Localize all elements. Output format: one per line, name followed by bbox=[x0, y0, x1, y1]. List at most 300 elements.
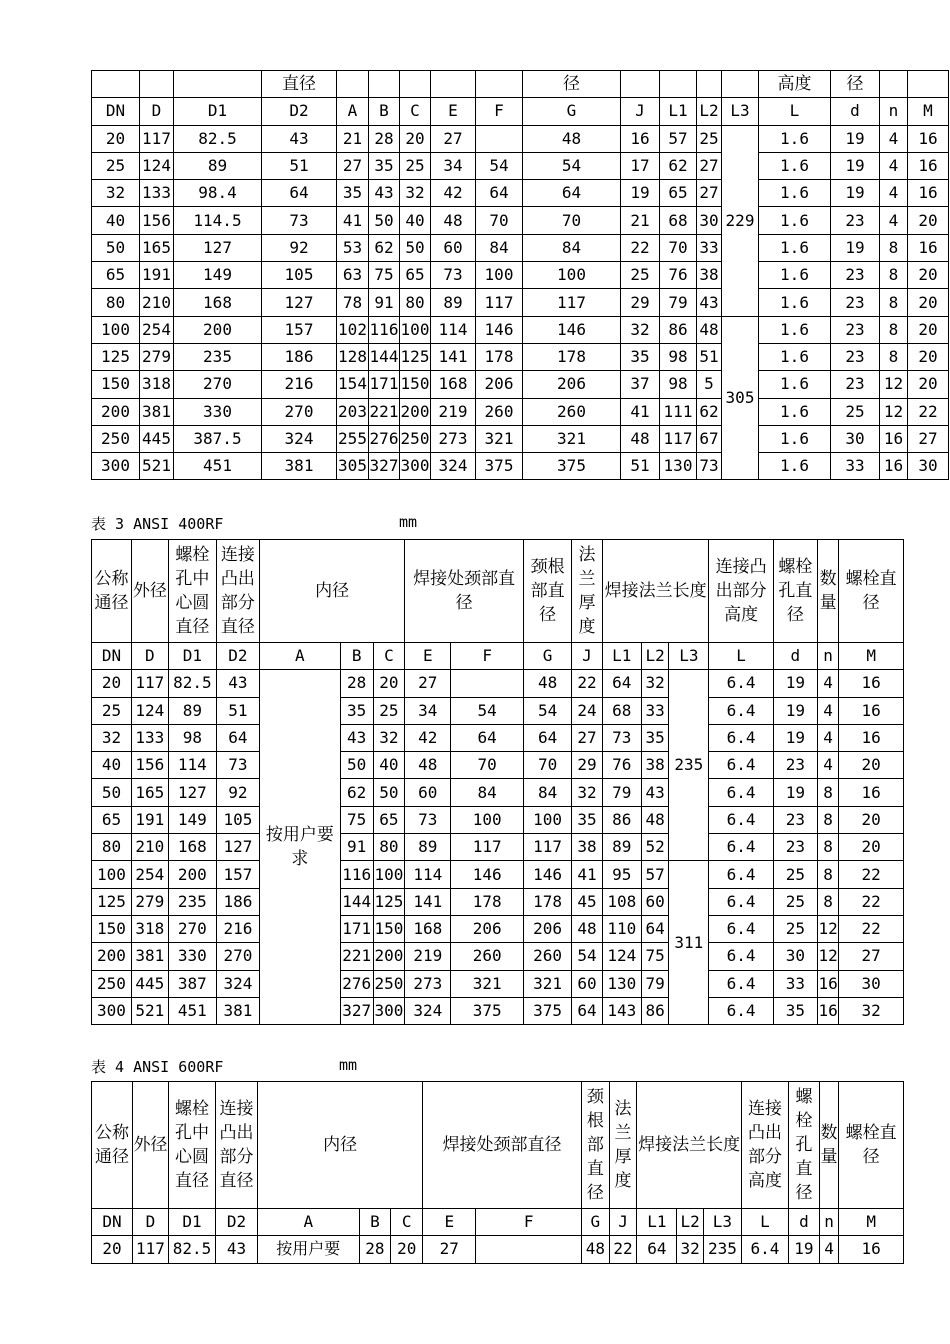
table-cell: 318 bbox=[140, 371, 174, 398]
column-header: 高度 bbox=[759, 71, 831, 98]
table3-title: 表 3 ANSI 400RF bbox=[91, 515, 224, 533]
table-cell: 54 bbox=[572, 943, 603, 970]
table-cell: 51 bbox=[262, 152, 337, 179]
table-cell: 35 bbox=[572, 806, 603, 833]
column-symbol: L2 bbox=[641, 643, 669, 670]
table-cell: 30 bbox=[839, 970, 904, 997]
table-cell: 127 bbox=[174, 234, 262, 261]
table-cell: 12 bbox=[880, 398, 908, 425]
table-cell: 168 bbox=[405, 915, 451, 942]
table-cell: 16 bbox=[880, 453, 908, 480]
table-cell: 25 bbox=[621, 262, 660, 289]
table-cell: 27 bbox=[697, 180, 722, 207]
table-cell: 73 bbox=[431, 262, 476, 289]
table-cell: 186 bbox=[216, 888, 259, 915]
table-cell: 89 bbox=[174, 152, 262, 179]
table-cell: 73 bbox=[262, 207, 337, 234]
table-cell: 1.6 bbox=[759, 343, 831, 370]
table-cell: 146 bbox=[451, 861, 524, 888]
column-symbol: A bbox=[259, 643, 340, 670]
table-cell: 54 bbox=[476, 152, 523, 179]
table-cell: 260 bbox=[523, 398, 621, 425]
table-cell: 451 bbox=[168, 997, 216, 1024]
table-cell: 318 bbox=[131, 915, 168, 942]
column-symbol: D bbox=[133, 1209, 169, 1236]
table-cell: 1.6 bbox=[759, 289, 831, 316]
table-row bbox=[92, 207, 949, 234]
table-cell: 25 bbox=[373, 697, 405, 724]
table-cell: 157 bbox=[216, 861, 259, 888]
table-cell: 1.6 bbox=[759, 425, 831, 452]
table-cell: 91 bbox=[340, 834, 373, 861]
table-cell: 100 bbox=[451, 806, 524, 833]
table-cell: 330 bbox=[168, 943, 216, 970]
column-symbol: D2 bbox=[262, 98, 337, 125]
table-cell: 19 bbox=[773, 697, 817, 724]
table-cell: 22 bbox=[839, 861, 904, 888]
table-cell: 110 bbox=[602, 915, 641, 942]
table-cell: 105 bbox=[262, 262, 337, 289]
table-cell: 51 bbox=[697, 343, 722, 370]
table-cell: 100 bbox=[373, 861, 405, 888]
table-cell: 250 bbox=[400, 425, 431, 452]
table-cell: 254 bbox=[140, 316, 174, 343]
table-cell: 70 bbox=[660, 234, 697, 261]
column-header: 内径 bbox=[258, 1082, 423, 1209]
ansi-600rf-table bbox=[91, 1081, 904, 1264]
table-cell: 327 bbox=[340, 997, 373, 1024]
table-cell: 50 bbox=[92, 779, 132, 806]
l3-group-cell: 235 bbox=[669, 670, 709, 861]
column-header: 外径 bbox=[133, 1082, 169, 1209]
table-cell: 8 bbox=[880, 262, 908, 289]
column-symbol: F bbox=[476, 1209, 582, 1236]
table-cell: 64 bbox=[451, 724, 524, 751]
table-cell: 125 bbox=[92, 343, 140, 370]
table-cell: 270 bbox=[262, 398, 337, 425]
column-symbol: L bbox=[759, 98, 831, 125]
column-symbol: A bbox=[258, 1209, 359, 1236]
table-cell: 12 bbox=[880, 371, 908, 398]
table-cell: 64 bbox=[602, 670, 641, 697]
table-cell: 300 bbox=[92, 997, 132, 1024]
table-cell: 255 bbox=[337, 425, 369, 452]
table-cell: 206 bbox=[476, 371, 523, 398]
table-cell: 6.4 bbox=[709, 724, 774, 751]
column-header: 螺栓直径 bbox=[839, 1082, 904, 1209]
column-header: 法兰厚度 bbox=[572, 540, 603, 643]
table-cell: 1.6 bbox=[759, 262, 831, 289]
column-symbol: d bbox=[831, 98, 880, 125]
table-cell: 203 bbox=[337, 398, 369, 425]
column-header bbox=[697, 71, 722, 98]
table-cell: 6.4 bbox=[709, 997, 774, 1024]
table-cell: 381 bbox=[216, 997, 259, 1024]
table-cell: 70 bbox=[523, 207, 621, 234]
table-cell: 260 bbox=[451, 943, 524, 970]
table-cell: 8 bbox=[880, 343, 908, 370]
column-header bbox=[431, 71, 476, 98]
table-cell: 270 bbox=[168, 915, 216, 942]
column-symbol: D1 bbox=[174, 98, 262, 125]
table-cell: 143 bbox=[602, 997, 641, 1024]
table-cell: 32 bbox=[373, 724, 405, 751]
column-header bbox=[369, 71, 400, 98]
table-cell: 28 bbox=[359, 1236, 391, 1263]
column-symbol: n bbox=[817, 643, 839, 670]
table-cell: 146 bbox=[524, 861, 572, 888]
table-cell: 324 bbox=[431, 453, 476, 480]
table-cell: 127 bbox=[216, 834, 259, 861]
table-row bbox=[92, 943, 904, 970]
table-cell: 6.4 bbox=[709, 943, 774, 970]
column-symbol: G bbox=[523, 98, 621, 125]
table-cell: 64 bbox=[523, 180, 621, 207]
table-cell: 125 bbox=[400, 343, 431, 370]
table-cell: 149 bbox=[168, 806, 216, 833]
table-cell: 24 bbox=[572, 697, 603, 724]
table-cell: 1.6 bbox=[759, 234, 831, 261]
table-cell: 146 bbox=[476, 316, 523, 343]
table-cell: 48 bbox=[431, 207, 476, 234]
table-cell: 6.4 bbox=[709, 970, 774, 997]
table-cell: 41 bbox=[572, 861, 603, 888]
table-cell: 20 bbox=[400, 125, 431, 152]
table-cell: 4 bbox=[880, 125, 908, 152]
table-cell: 54 bbox=[523, 152, 621, 179]
table-cell: 200 bbox=[92, 943, 132, 970]
table-cell: 54 bbox=[451, 697, 524, 724]
table-cell: 300 bbox=[92, 453, 140, 480]
table-cell: 4 bbox=[817, 670, 839, 697]
table-cell: 42 bbox=[431, 180, 476, 207]
table-cell: 22 bbox=[839, 888, 904, 915]
table-cell: 20 bbox=[908, 289, 949, 316]
column-header: 螺栓直径 bbox=[839, 540, 904, 643]
table-cell: 102 bbox=[337, 316, 369, 343]
table-cell: 30 bbox=[697, 207, 722, 234]
table-cell: 100 bbox=[523, 262, 621, 289]
table-header-row bbox=[92, 540, 904, 643]
table-row bbox=[92, 806, 904, 833]
table-cell: 79 bbox=[641, 970, 669, 997]
table-cell: 23 bbox=[831, 289, 880, 316]
table-cell: 98 bbox=[168, 724, 216, 751]
table-cell: 321 bbox=[451, 970, 524, 997]
table-cell: 250 bbox=[92, 970, 132, 997]
table-cell: 92 bbox=[262, 234, 337, 261]
table-cell: 20 bbox=[908, 371, 949, 398]
table-cell: 300 bbox=[400, 453, 431, 480]
table-cell: 133 bbox=[140, 180, 174, 207]
column-symbol: n bbox=[819, 1209, 838, 1236]
column-symbol: M bbox=[839, 643, 904, 670]
table-cell: 156 bbox=[140, 207, 174, 234]
table-cell: 387 bbox=[168, 970, 216, 997]
table-cell: 48 bbox=[621, 425, 660, 452]
table-cell: 73 bbox=[602, 724, 641, 751]
table-cell: 82.5 bbox=[168, 1236, 215, 1263]
table-cell: 6.4 bbox=[709, 861, 774, 888]
column-header: 连接凸出部分直径 bbox=[216, 1082, 258, 1209]
table-row bbox=[92, 125, 949, 152]
table-cell: 33 bbox=[641, 697, 669, 724]
table-cell: 19 bbox=[789, 1236, 820, 1263]
table-cell: 4 bbox=[880, 207, 908, 234]
table-cell: 65 bbox=[660, 180, 697, 207]
column-header: 外径 bbox=[131, 540, 168, 643]
column-header: 径 bbox=[831, 71, 880, 98]
table-cell: 32 bbox=[641, 670, 669, 697]
table4-title: 表 4 ANSI 600RF bbox=[91, 1058, 224, 1076]
table-cell: 48 bbox=[572, 915, 603, 942]
column-header: 螺栓孔直径 bbox=[789, 1082, 820, 1209]
column-header: 连接凸出部分直径 bbox=[216, 540, 259, 643]
table-cell: 64 bbox=[637, 1236, 677, 1263]
table-cell: 157 bbox=[262, 316, 337, 343]
table-cell: 270 bbox=[216, 943, 259, 970]
table-cell: 150 bbox=[400, 371, 431, 398]
table-cell: 141 bbox=[431, 343, 476, 370]
column-symbol: d bbox=[789, 1209, 820, 1236]
column-header: 连接凸出部分高度 bbox=[709, 540, 774, 643]
table-cell: 5 bbox=[697, 371, 722, 398]
table-cell: 57 bbox=[641, 861, 669, 888]
table-row bbox=[92, 180, 949, 207]
column-symbol: L2 bbox=[697, 98, 722, 125]
table-cell: 84 bbox=[524, 779, 572, 806]
table-cell: 100 bbox=[400, 316, 431, 343]
table-cell: 165 bbox=[131, 779, 168, 806]
column-symbol: L bbox=[709, 643, 774, 670]
table-cell: 144 bbox=[340, 888, 373, 915]
table-cell: 84 bbox=[476, 234, 523, 261]
table-cell: 23 bbox=[831, 262, 880, 289]
table-cell: 98 bbox=[660, 371, 697, 398]
table-cell: 1.6 bbox=[759, 180, 831, 207]
table-cell: 324 bbox=[405, 997, 451, 1024]
table-cell: 279 bbox=[140, 343, 174, 370]
table-cell: 279 bbox=[131, 888, 168, 915]
table-cell: 65 bbox=[400, 262, 431, 289]
table4-caption bbox=[91, 1056, 358, 1077]
table-cell: 124 bbox=[131, 697, 168, 724]
table-cell: 200 bbox=[400, 398, 431, 425]
table-cell: 168 bbox=[431, 371, 476, 398]
table-cell: 78 bbox=[337, 289, 369, 316]
symbol-row bbox=[92, 643, 904, 670]
table-cell: 8 bbox=[817, 779, 839, 806]
table-cell: 32 bbox=[621, 316, 660, 343]
table-cell: 80 bbox=[92, 289, 140, 316]
table-cell: 98 bbox=[660, 343, 697, 370]
column-symbol: G bbox=[582, 1209, 610, 1236]
table-cell: 28 bbox=[369, 125, 400, 152]
table-cell: 52 bbox=[641, 834, 669, 861]
table-cell: 117 bbox=[660, 425, 697, 452]
column-header: 内径 bbox=[259, 540, 404, 643]
column-header bbox=[92, 71, 140, 98]
table-cell: 73 bbox=[697, 453, 722, 480]
table-cell: 62 bbox=[369, 234, 400, 261]
table-row bbox=[92, 970, 904, 997]
table4-unit: mm bbox=[339, 1056, 358, 1074]
table-cell: 210 bbox=[140, 289, 174, 316]
table-cell: 43 bbox=[340, 724, 373, 751]
table-cell: 60 bbox=[405, 779, 451, 806]
table-cell: 51 bbox=[216, 697, 259, 724]
table-cell: 25 bbox=[400, 152, 431, 179]
table-cell: 45 bbox=[572, 888, 603, 915]
table-cell: 130 bbox=[602, 970, 641, 997]
table-cell: 114 bbox=[405, 861, 451, 888]
table-cell: 178 bbox=[451, 888, 524, 915]
table-cell: 8 bbox=[880, 316, 908, 343]
table-cell: 33 bbox=[697, 234, 722, 261]
table-row bbox=[92, 371, 949, 398]
table-cell: 16 bbox=[839, 724, 904, 751]
table-cell: 33 bbox=[773, 970, 817, 997]
table-cell: 70 bbox=[476, 207, 523, 234]
column-header bbox=[476, 71, 523, 98]
column-symbol: E bbox=[405, 643, 451, 670]
table-cell: 43 bbox=[216, 1236, 258, 1263]
table-cell: 43 bbox=[369, 180, 400, 207]
table-cell: 76 bbox=[660, 262, 697, 289]
table-cell: 16 bbox=[839, 697, 904, 724]
table-cell: 89 bbox=[431, 289, 476, 316]
table-cell: 38 bbox=[572, 834, 603, 861]
table-cell: 260 bbox=[476, 398, 523, 425]
column-symbol: F bbox=[476, 98, 523, 125]
table-cell: 4 bbox=[817, 697, 839, 724]
table-row bbox=[92, 915, 904, 942]
table-row bbox=[92, 316, 949, 343]
table-cell: 22 bbox=[621, 234, 660, 261]
table-cell: 38 bbox=[641, 752, 669, 779]
table-cell: 63 bbox=[337, 262, 369, 289]
table3-caption bbox=[91, 513, 418, 534]
column-header: 径 bbox=[523, 71, 621, 98]
column-header: 连接凸出部分高度 bbox=[741, 1082, 788, 1209]
table-cell: 20 bbox=[92, 125, 140, 152]
table-cell: 20 bbox=[908, 207, 949, 234]
table-cell: 12 bbox=[817, 915, 839, 942]
table-cell: 92 bbox=[216, 779, 259, 806]
column-header: 焊接法兰长度 bbox=[637, 1082, 742, 1209]
column-header bbox=[140, 71, 174, 98]
table-cell: 16 bbox=[839, 1236, 904, 1263]
column-header: 焊接处颈部直径 bbox=[423, 1082, 582, 1209]
table-cell: 200 bbox=[174, 316, 262, 343]
table-cell: 27 bbox=[405, 670, 451, 697]
table-cell: 27 bbox=[423, 1236, 476, 1263]
table-cell: 130 bbox=[660, 453, 697, 480]
table-cell: 171 bbox=[369, 371, 400, 398]
column-header: 颈根部直径 bbox=[582, 1082, 610, 1209]
table-cell: 114 bbox=[168, 752, 216, 779]
table-cell: 35 bbox=[340, 697, 373, 724]
column-header: 颈根部直径 bbox=[524, 540, 572, 643]
table-cell: 125 bbox=[373, 888, 405, 915]
table-cell: 32 bbox=[400, 180, 431, 207]
table-cell: 6.4 bbox=[709, 670, 774, 697]
table-cell: 117 bbox=[451, 834, 524, 861]
table-cell: 324 bbox=[262, 425, 337, 452]
table3-unit: mm bbox=[399, 513, 418, 531]
table-cell: 50 bbox=[92, 234, 140, 261]
table-cell: 191 bbox=[140, 262, 174, 289]
table-cell: 19 bbox=[831, 125, 880, 152]
table-cell: 51 bbox=[621, 453, 660, 480]
table-cell: 22 bbox=[609, 1236, 637, 1263]
table-cell: 300 bbox=[373, 997, 405, 1024]
column-symbol: DN bbox=[92, 643, 132, 670]
table-cell: 100 bbox=[92, 316, 140, 343]
table-cell: 48 bbox=[405, 752, 451, 779]
column-header: 螺栓孔中心圆直径 bbox=[168, 1082, 215, 1209]
l3-group-cell: 305 bbox=[722, 316, 759, 480]
symbol-row bbox=[92, 1209, 904, 1236]
table-cell: 270 bbox=[174, 371, 262, 398]
table-cell: 1.6 bbox=[759, 207, 831, 234]
table-cell: 54 bbox=[524, 697, 572, 724]
table-cell: 178 bbox=[523, 343, 621, 370]
table-cell: 221 bbox=[340, 943, 373, 970]
table-cell: 128 bbox=[337, 343, 369, 370]
column-symbol: M bbox=[908, 98, 949, 125]
column-symbol: n bbox=[880, 98, 908, 125]
l3-group-cell: 229 bbox=[722, 125, 759, 316]
table-cell: 250 bbox=[373, 970, 405, 997]
table-cell: 235 bbox=[168, 888, 216, 915]
table-cell: 260 bbox=[524, 943, 572, 970]
table-cell: 168 bbox=[168, 834, 216, 861]
table-cell: 84 bbox=[523, 234, 621, 261]
table-row bbox=[92, 779, 904, 806]
column-symbol: F bbox=[451, 643, 524, 670]
table-cell: 62 bbox=[660, 152, 697, 179]
table-cell: 124 bbox=[602, 943, 641, 970]
table-cell: 23 bbox=[831, 343, 880, 370]
table-cell: 200 bbox=[168, 861, 216, 888]
column-symbol: DN bbox=[92, 1209, 133, 1236]
column-header bbox=[722, 71, 759, 98]
table-cell: 200 bbox=[373, 943, 405, 970]
table-cell: 43 bbox=[697, 289, 722, 316]
table-cell: 133 bbox=[131, 724, 168, 751]
table-cell: 150 bbox=[92, 371, 140, 398]
table-cell: 165 bbox=[140, 234, 174, 261]
table-cell: 206 bbox=[524, 915, 572, 942]
table-cell: 48 bbox=[641, 806, 669, 833]
table-cell: 144 bbox=[369, 343, 400, 370]
table-cell: 27 bbox=[908, 425, 949, 452]
table-cell: 16 bbox=[817, 997, 839, 1024]
table-cell: 48 bbox=[582, 1236, 610, 1263]
table-cell: 178 bbox=[476, 343, 523, 370]
table-cell: 20 bbox=[92, 1236, 133, 1263]
table-cell: 127 bbox=[168, 779, 216, 806]
table-cell: 23 bbox=[773, 752, 817, 779]
table-cell: 4 bbox=[819, 1236, 838, 1263]
table-cell: 30 bbox=[773, 943, 817, 970]
table-cell: 146 bbox=[523, 316, 621, 343]
table-cell: 19 bbox=[831, 180, 880, 207]
column-symbol: D bbox=[140, 98, 174, 125]
table-cell: 20 bbox=[839, 752, 904, 779]
table-cell: 381 bbox=[140, 398, 174, 425]
